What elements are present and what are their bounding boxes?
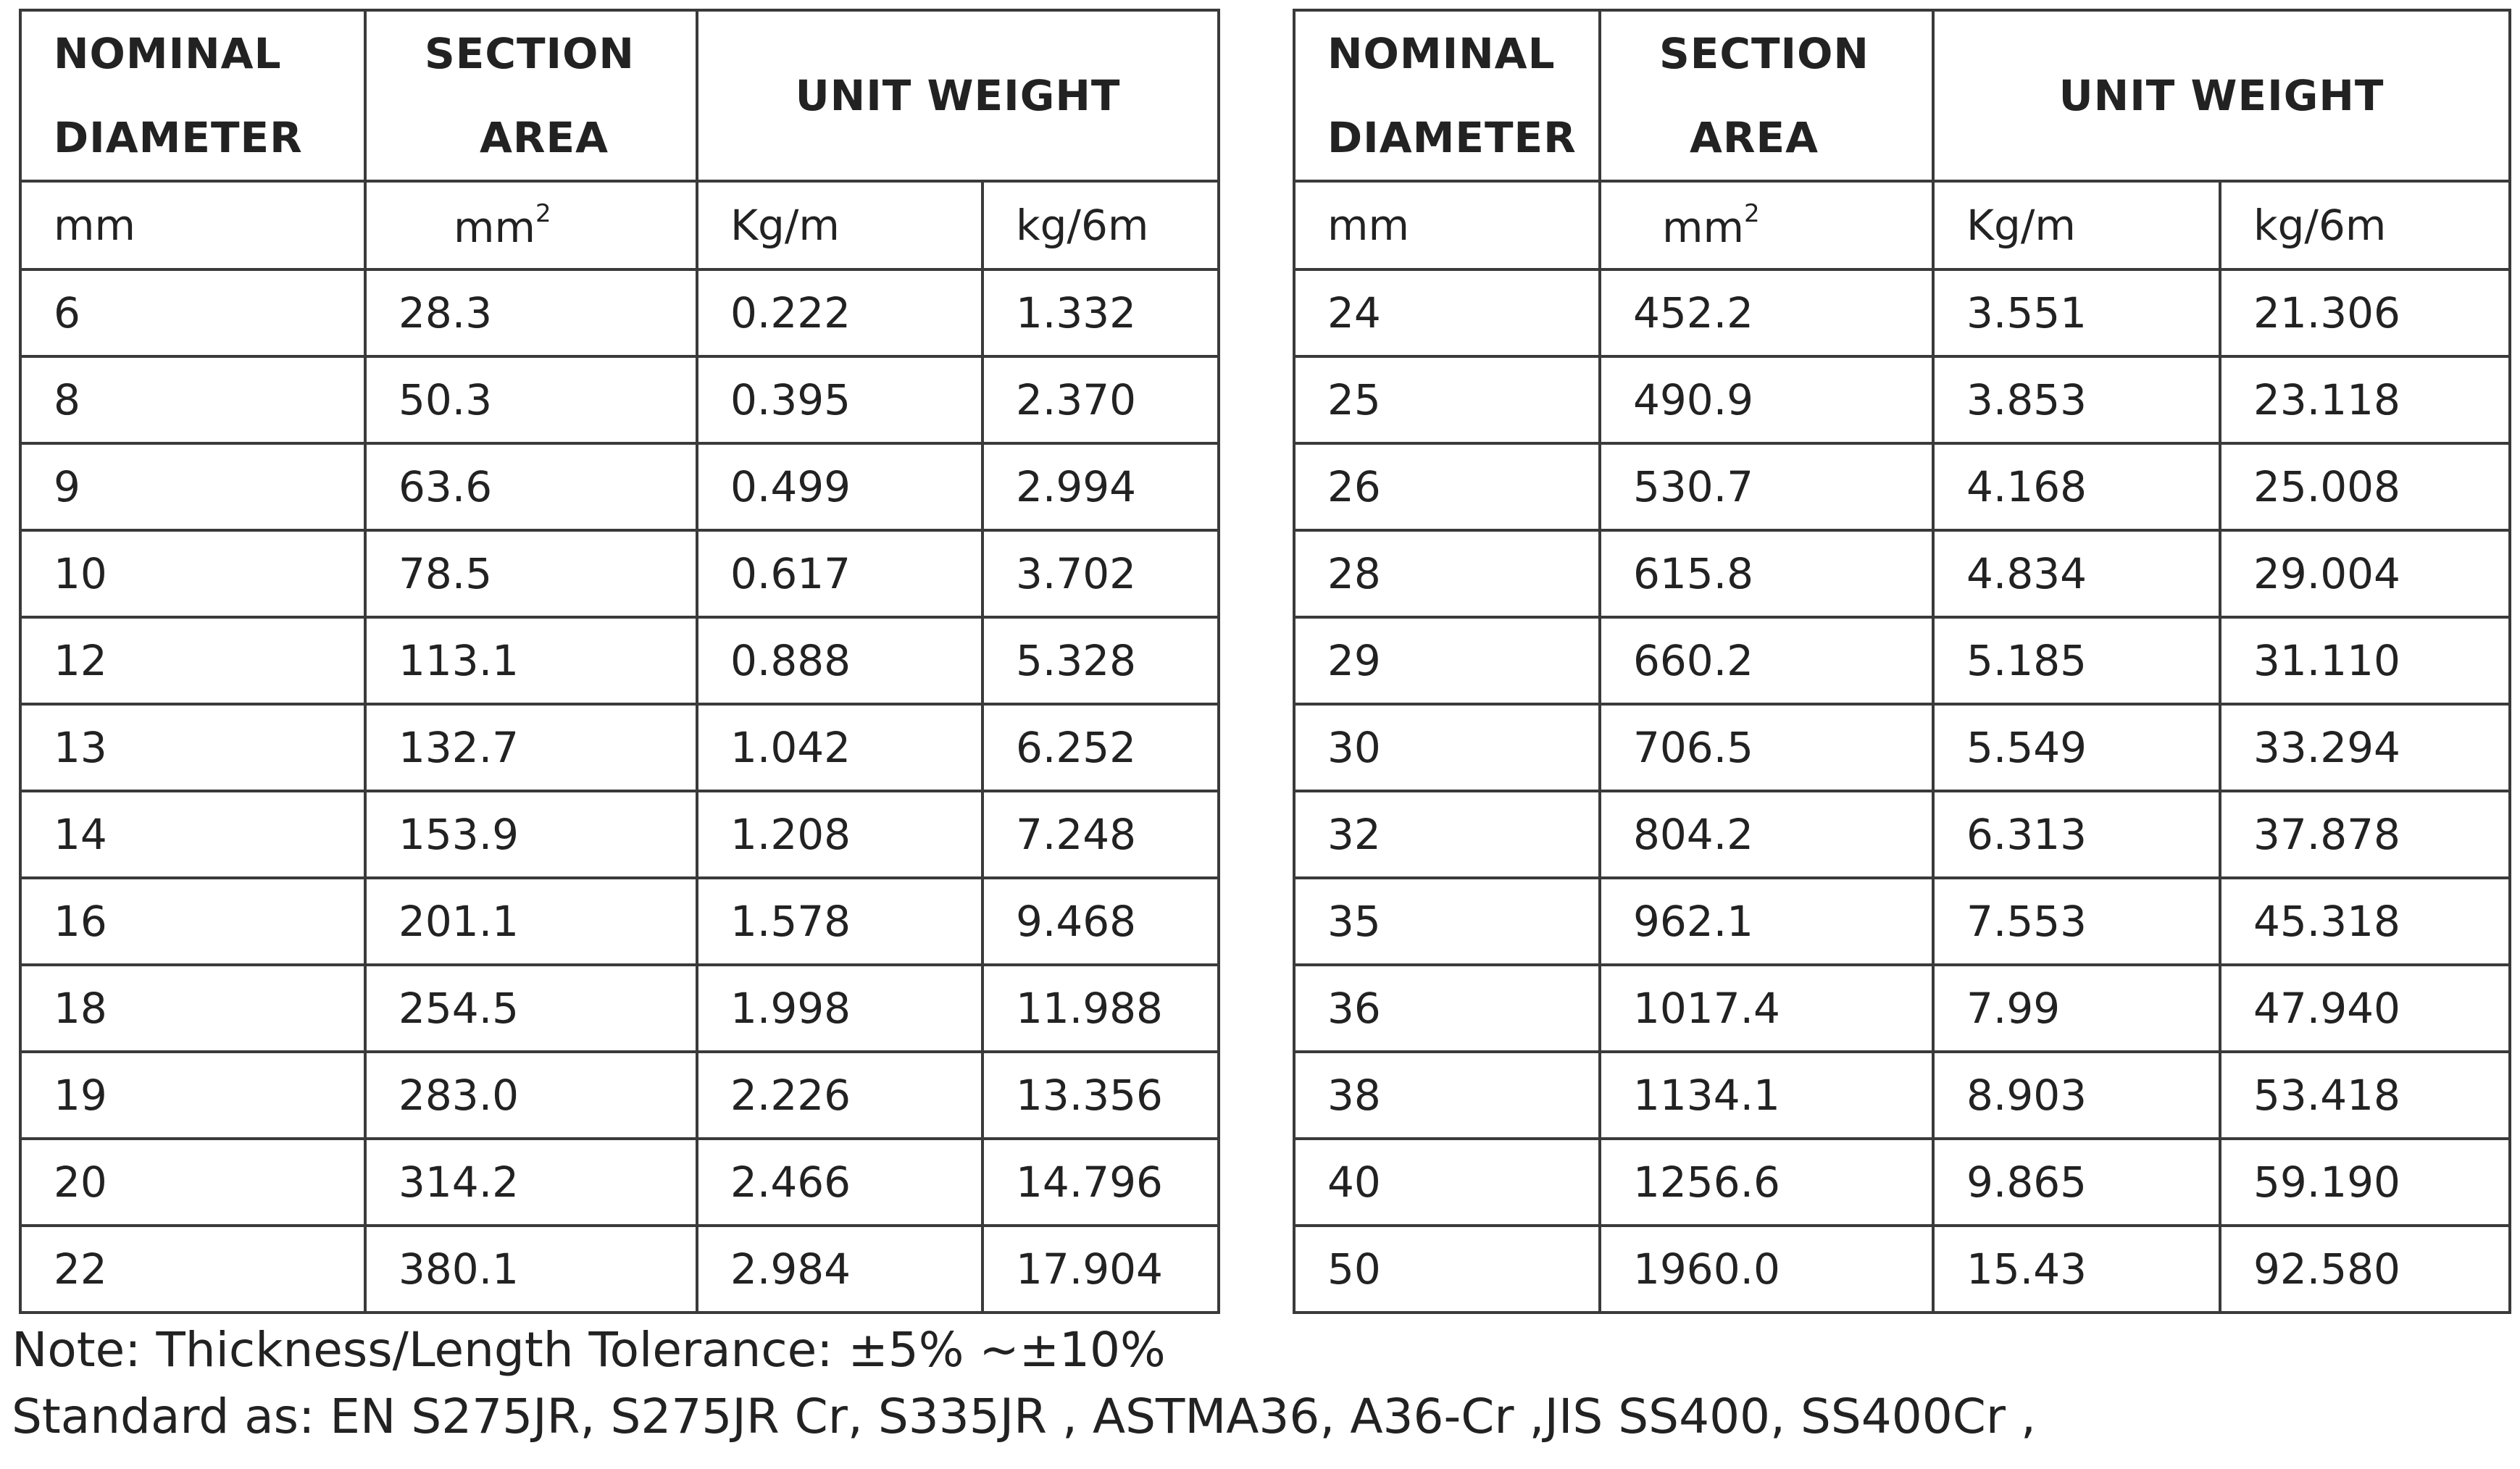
spec-table-left: [19, 9, 1220, 1314]
weight-per-6m-cell: 45.318: [2220, 878, 2510, 965]
diameter-cell: 19: [20, 1052, 365, 1139]
standard-note: Standard as: EN S275JR, S275JR Cr, S335JR , ASTMA36, A36-Cr ,JIS SS400, SS400Cr ,: [12, 1389, 2036, 1444]
section-area-cell: 254.5: [365, 965, 697, 1052]
table-row: [1294, 1226, 2510, 1313]
table-row: [1294, 269, 2510, 356]
table-row: [20, 530, 1219, 617]
weight-per-6m-cell: 59.190: [2220, 1139, 2510, 1226]
weight-per-m-unit: Kg/m: [1933, 181, 2220, 269]
weight-per-6m-cell: 14.796: [982, 1139, 1219, 1226]
table-row: [20, 1226, 1219, 1313]
section-area-cell: 1960.0: [1600, 1226, 1933, 1313]
table-row: [1294, 791, 2510, 878]
weight-per-m-cell: 8.903: [1933, 1052, 2220, 1139]
weight-per-m-cell: 0.499: [697, 443, 982, 530]
weight-per-6m-cell: 17.904: [982, 1226, 1219, 1313]
section-area-cell: 201.1: [365, 878, 697, 965]
weight-per-6m-cell: 53.418: [2220, 1052, 2510, 1139]
weight-per-m-cell: 0.395: [697, 356, 982, 443]
table-row: [1294, 443, 2510, 530]
section-area-cell: 50.3: [365, 356, 697, 443]
diameter-cell: 28: [1294, 530, 1600, 617]
table-row: [1294, 704, 2510, 791]
weight-per-m-cell: 1.578: [697, 878, 982, 965]
weight-per-m-cell: 4.834: [1933, 530, 2220, 617]
diameter-cell: 16: [20, 878, 365, 965]
weight-per-m-cell: 4.168: [1933, 443, 2220, 530]
weight-per-m-cell: 0.222: [697, 269, 982, 356]
section-area-cell: 28.3: [365, 269, 697, 356]
diameter-cell: 26: [1294, 443, 1600, 530]
weight-per-m-cell: 2.984: [697, 1226, 982, 1313]
diameter-cell: 24: [1294, 269, 1600, 356]
section-area-cell: 804.2: [1600, 791, 1933, 878]
weight-per-6m-cell: 21.306: [2220, 269, 2510, 356]
weight-per-6m-cell: 5.328: [982, 617, 1219, 704]
weight-per-6m-cell: 25.008: [2220, 443, 2510, 530]
weight-per-m-cell: 1.208: [697, 791, 982, 878]
diameter-cell: 36: [1294, 965, 1600, 1052]
spec-table-right: [1293, 9, 2511, 1314]
table-row: [20, 356, 1219, 443]
weight-per-m-cell: 1.042: [697, 704, 982, 791]
weight-per-m-cell: 15.43: [1933, 1226, 2220, 1313]
diameter-cell: 22: [20, 1226, 365, 1313]
section-area-cell: 283.0: [365, 1052, 697, 1139]
diameter-cell: 29: [1294, 617, 1600, 704]
table-row: [20, 791, 1219, 878]
section-area-cell: 490.9: [1600, 356, 1933, 443]
header-row: [1294, 10, 2510, 181]
weight-per-m-cell: 6.313: [1933, 791, 2220, 878]
right-table-body: [1294, 269, 2510, 1313]
table-row: [20, 1052, 1219, 1139]
diameter-cell: 10: [20, 530, 365, 617]
section-area-cell: 660.2: [1600, 617, 1933, 704]
unit-weight-header: UNIT WEIGHT: [1933, 10, 2510, 181]
diameter-cell: 35: [1294, 878, 1600, 965]
weight-per-6m-cell: 13.356: [982, 1052, 1219, 1139]
weight-per-6m-unit: kg/6m: [2220, 181, 2510, 269]
table-row: [1294, 878, 2510, 965]
area-unit: $mm^2$: [365, 181, 697, 269]
weight-per-6m-cell: 31.110: [2220, 617, 2510, 704]
section-area-cell: 380.1: [365, 1226, 697, 1313]
diameter-cell: 20: [20, 1139, 365, 1226]
weight-per-6m-cell: 3.702: [982, 530, 1219, 617]
section-area-header: SECTION AREA: [365, 10, 697, 181]
table-row: [1294, 617, 2510, 704]
table-row: [20, 965, 1219, 1052]
left-table-body: [20, 269, 1219, 1313]
weight-per-m-cell: 7.99: [1933, 965, 2220, 1052]
units-row: [20, 181, 1219, 269]
spec-tables: [19, 9, 2508, 1304]
table-row: [1294, 965, 2510, 1052]
weight-per-6m-cell: 2.994: [982, 443, 1219, 530]
diameter-unit: mm: [20, 181, 365, 269]
diameter-cell: 12: [20, 617, 365, 704]
section-area-cell: 530.7: [1600, 443, 1933, 530]
weight-per-6m-cell: 37.878: [2220, 791, 2510, 878]
weight-per-m-cell: 9.865: [1933, 1139, 2220, 1226]
table-row: [20, 269, 1219, 356]
table-row: [1294, 1052, 2510, 1139]
weight-per-6m-cell: 47.940: [2220, 965, 2510, 1052]
table-row: [1294, 530, 2510, 617]
section-area-cell: 113.1: [365, 617, 697, 704]
section-area-cell: 615.8: [1600, 530, 1933, 617]
weight-per-6m-cell: 7.248: [982, 791, 1219, 878]
nominal-diameter-header: NOMINAL DIAMETER: [1294, 10, 1600, 181]
diameter-cell: 25: [1294, 356, 1600, 443]
weight-per-6m-cell: 11.988: [982, 965, 1219, 1052]
section-area-cell: 706.5: [1600, 704, 1933, 791]
weight-per-m-cell: 0.617: [697, 530, 982, 617]
weight-per-6m-cell: 6.252: [982, 704, 1219, 791]
weight-per-6m-cell: 23.118: [2220, 356, 2510, 443]
weight-per-m-cell: 2.226: [697, 1052, 982, 1139]
notes: [12, 1317, 2036, 1450]
diameter-cell: 18: [20, 965, 365, 1052]
weight-per-m-cell: 3.853: [1933, 356, 2220, 443]
diameter-cell: 13: [20, 704, 365, 791]
weight-per-6m-cell: 9.468: [982, 878, 1219, 965]
section-area-cell: 314.2: [365, 1139, 697, 1226]
diameter-cell: 30: [1294, 704, 1600, 791]
weight-per-m-unit: Kg/m: [697, 181, 982, 269]
weight-per-m-cell: 5.185: [1933, 617, 2220, 704]
diameter-cell: 38: [1294, 1052, 1600, 1139]
table-row: [20, 617, 1219, 704]
area-unit: $mm^2$: [1600, 181, 1933, 269]
diameter-unit: mm: [1294, 181, 1600, 269]
section-area-header: SECTION AREA: [1600, 10, 1933, 181]
table-row: [20, 1139, 1219, 1226]
table-row: [20, 443, 1219, 530]
diameter-cell: 6: [20, 269, 365, 356]
diameter-cell: 40: [1294, 1139, 1600, 1226]
weight-per-m-cell: 5.549: [1933, 704, 2220, 791]
weight-per-m-cell: 3.551: [1933, 269, 2220, 356]
unit-weight-header: UNIT WEIGHT: [697, 10, 1219, 181]
section-area-cell: 153.9: [365, 791, 697, 878]
section-area-cell: 1017.4: [1600, 965, 1933, 1052]
section-area-cell: 78.5: [365, 530, 697, 617]
weight-per-6m-cell: 92.580: [2220, 1226, 2510, 1313]
diameter-cell: 9: [20, 443, 365, 530]
table-row: [20, 878, 1219, 965]
section-area-cell: 63.6: [365, 443, 697, 530]
section-area-cell: 132.7: [365, 704, 697, 791]
weight-per-m-cell: 0.888: [697, 617, 982, 704]
weight-per-6m-unit: kg/6m: [982, 181, 1219, 269]
table-row: [1294, 1139, 2510, 1226]
weight-per-6m-cell: 33.294: [2220, 704, 2510, 791]
diameter-cell: 32: [1294, 791, 1600, 878]
weight-per-m-cell: 7.553: [1933, 878, 2220, 965]
weight-per-6m-cell: 2.370: [982, 356, 1219, 443]
section-area-cell: 452.2: [1600, 269, 1933, 356]
nominal-diameter-header: NOMINAL DIAMETER: [20, 10, 365, 181]
table-row: [20, 704, 1219, 791]
weight-per-m-cell: 2.466: [697, 1139, 982, 1226]
diameter-cell: 14: [20, 791, 365, 878]
diameter-cell: 8: [20, 356, 365, 443]
weight-per-m-cell: 1.998: [697, 965, 982, 1052]
table-row: [1294, 356, 2510, 443]
section-area-cell: 1256.6: [1600, 1139, 1933, 1226]
weight-per-6m-cell: 29.004: [2220, 530, 2510, 617]
header-row: [20, 10, 1219, 181]
section-area-cell: 962.1: [1600, 878, 1933, 965]
tolerance-note: Note: Thickness/Length Tolerance: ±5% ~±10%: [12, 1322, 1166, 1378]
diameter-cell: 50: [1294, 1226, 1600, 1313]
units-row: [1294, 181, 2510, 269]
section-area-cell: 1134.1: [1600, 1052, 1933, 1139]
weight-per-6m-cell: 1.332: [982, 269, 1219, 356]
